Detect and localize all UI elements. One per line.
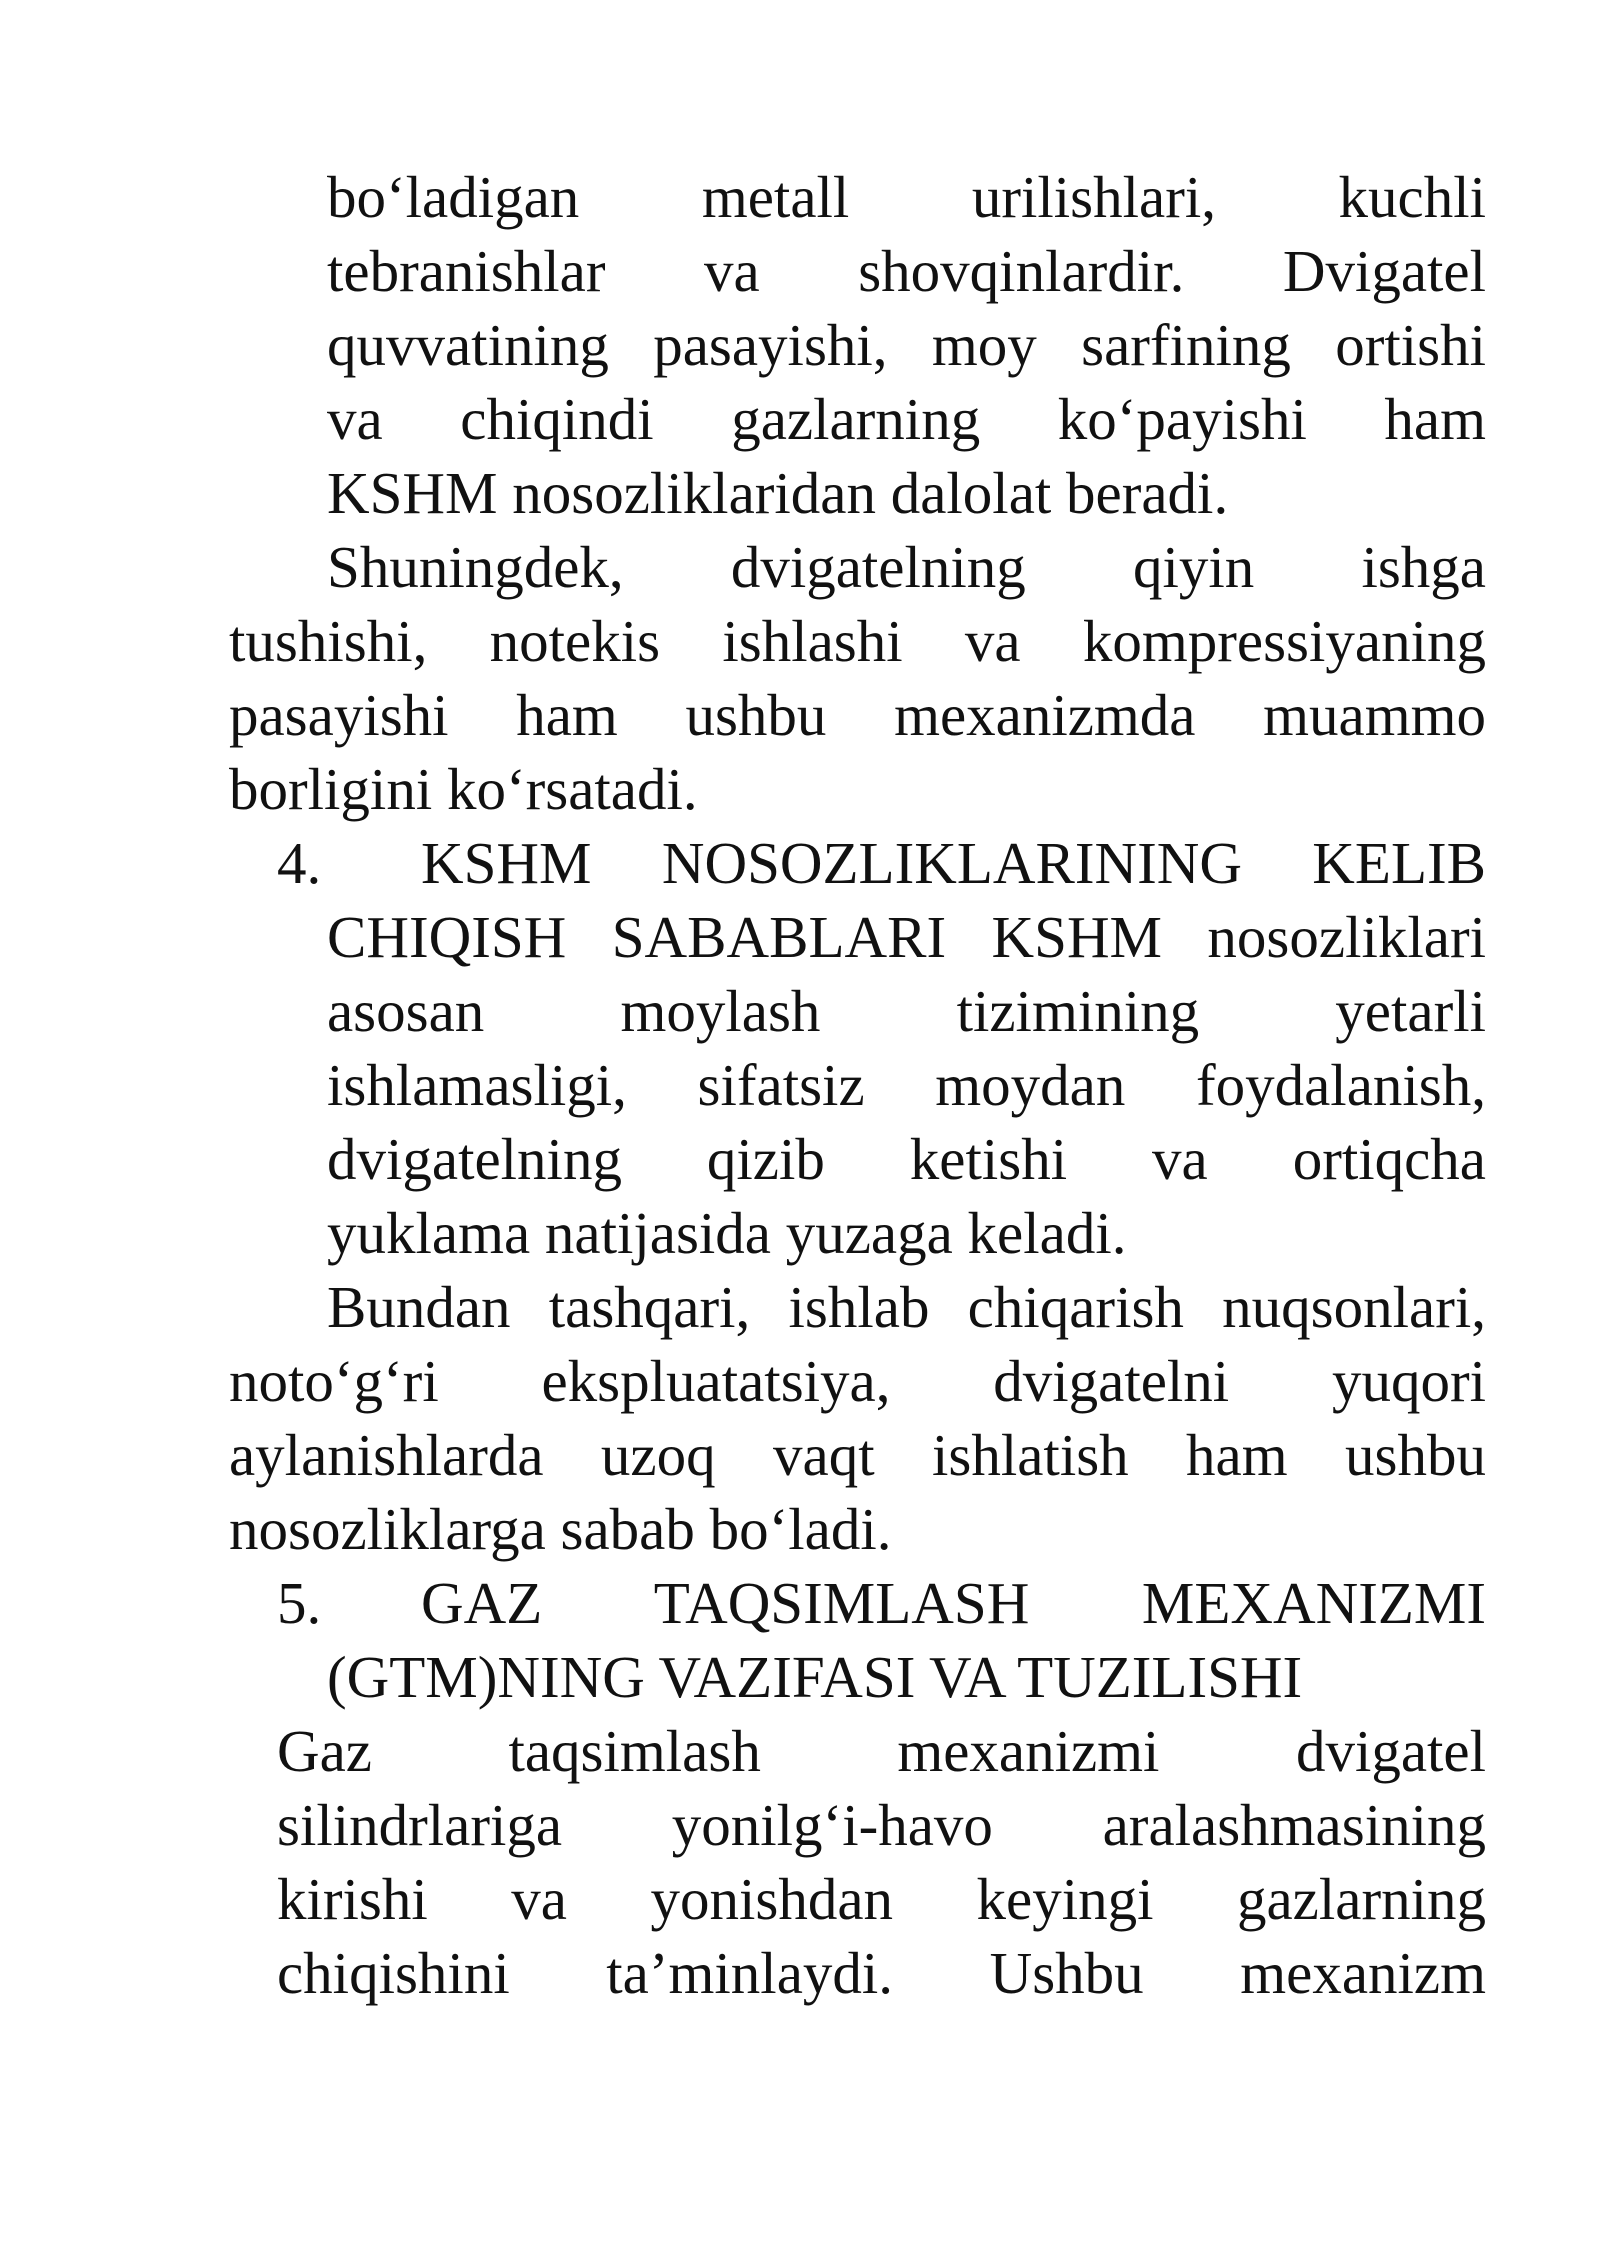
section-heading-5 xyxy=(229,1566,1486,1640)
paragraph-line: yuklama natijasida yuzaga keladi. xyxy=(327,1200,1127,1266)
paragraph-line: ishlamasligi, sifatsiz moydan foydalanish, xyxy=(327,1052,1486,1118)
paragraph-line: KSHM nosozliklaridan dalolat beradi. xyxy=(327,460,1229,526)
paragraph-line: pasayishi ham ushbu mexanizmda muammo xyxy=(229,682,1486,748)
body-text xyxy=(229,160,1486,2010)
paragraph-line: noto‘g‘ri ekspluatatsiya, dvigatelni yuqori xyxy=(229,1348,1486,1414)
paragraph-line: tushishi, notekis ishlashi va kompressiyaning xyxy=(229,608,1486,674)
section-number: 5. xyxy=(277,1570,322,1636)
section-heading-4 xyxy=(229,826,1486,900)
paragraph-line: va chiqindi gazlarning ko‘payishi ham xyxy=(327,386,1486,452)
paragraph-line: nosozliklarga sabab bo‘ladi. xyxy=(229,1496,892,1562)
paragraph-line: silindrlariga yonilg‘i-havo aralashmasining xyxy=(277,1792,1486,1858)
paragraph-line: dvigatelning qizib ketishi va ortiqcha xyxy=(327,1126,1486,1192)
paragraph-line: CHIQISH SABABLARI KSHM nosozliklari xyxy=(327,904,1486,970)
section-number: 4. xyxy=(277,830,322,896)
paragraph-line: bo‘ladigan metall urilishlari, kuchli xyxy=(327,164,1486,230)
paragraph-line: asosan moylash tizimining yetarli xyxy=(327,978,1486,1044)
paragraph-line: Shuningdek, dvigatelning qiyin ishga xyxy=(327,534,1486,600)
paragraph-line: chiqishini ta’minlaydi. Ushbu mexanizm xyxy=(277,1940,1486,2006)
section-heading-text: (GTM)NING VAZIFASI VA TUZILISHI xyxy=(327,1644,1303,1710)
paragraph-line: tebranishlar va shovqinlardir. Dvigatel xyxy=(327,238,1486,304)
paragraph-line: kirishi va yonishdan keyingi gazlarning xyxy=(277,1866,1486,1932)
section-heading-text: KSHM NOSOZLIKLARINING KELIB xyxy=(421,830,1486,896)
paragraph-line: borligini ko‘rsatadi. xyxy=(229,756,698,822)
section-heading-text: GAZ TAQSIMLASH MEXANIZMI xyxy=(421,1570,1486,1636)
paragraph-line: Bundan tashqari, ishlab chiqarish nuqsonlari, xyxy=(327,1274,1486,1340)
paragraph-line: quvvatining pasayishi, moy sarfining ortishi xyxy=(327,312,1486,378)
paragraph-line: aylanishlarda uzoq vaqt ishlatish ham ushbu xyxy=(229,1422,1486,1488)
paragraph-line: Gaz taqsimlash mexanizmi dvigatel xyxy=(277,1718,1486,1784)
